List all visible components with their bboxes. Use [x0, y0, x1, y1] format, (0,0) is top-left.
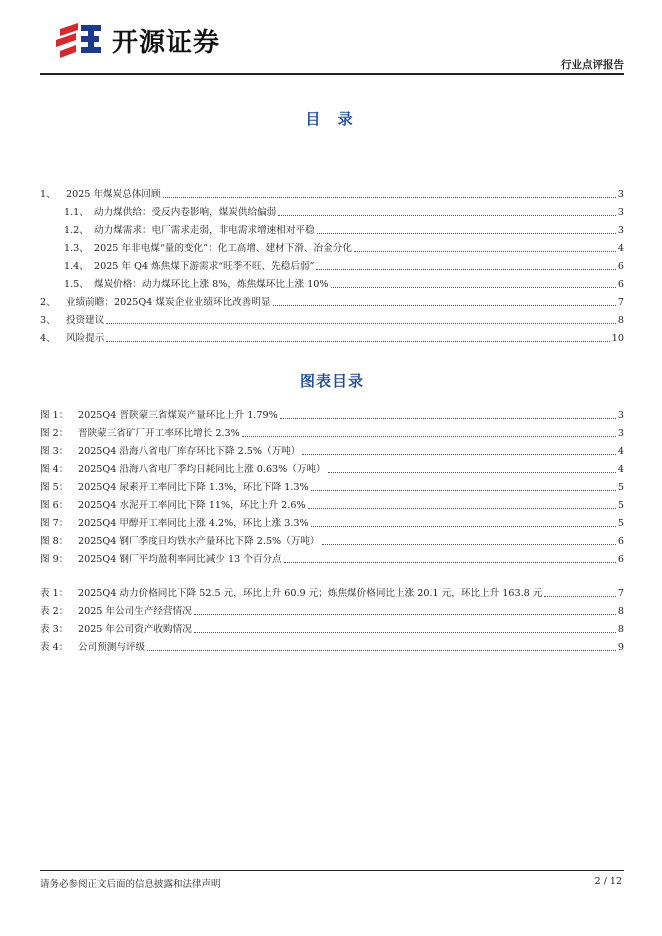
dot-leader — [273, 304, 616, 306]
entry-page: 5 — [617, 482, 624, 493]
entry-page: 5 — [617, 500, 624, 511]
entry-page: 6 — [617, 536, 624, 547]
entry-page: 3 — [617, 410, 624, 421]
entry-number: 图 7： — [40, 518, 69, 529]
table-of-contents — [40, 183, 624, 345]
toc-entry[interactable] — [40, 327, 624, 345]
entry-number: 图 4： — [40, 464, 69, 475]
entry-title: 2025Q4 动力价格同比下降 52.5 元，环比上升 60.9 元；炼焦煤价格同比上涨 20.1 元，环比上升 163.8 元 — [78, 588, 543, 599]
entry-number: 4、 — [40, 333, 56, 344]
entry-page: 6 — [617, 554, 624, 565]
header-divider — [40, 73, 624, 75]
toc-entry[interactable] — [40, 582, 624, 600]
footer-divider — [40, 870, 624, 871]
toc-entry[interactable] — [40, 530, 624, 548]
footer-disclaimer: 请务必参阅正文后面的信息披露和法律声明 — [40, 879, 221, 890]
entry-number: 1.2、 — [64, 225, 89, 236]
entry-page: 8 — [617, 315, 624, 326]
dot-leader — [284, 561, 616, 563]
entry-title: 2025Q4 甲醇开工率同比上涨 4.2%，环比上涨 3.3% — [78, 518, 309, 529]
entry-number: 表 4： — [40, 642, 69, 653]
figures-toc-title: 图表目录 — [299, 372, 364, 390]
brand-name: 开源证券 — [112, 27, 221, 58]
entry-title: 2025Q4 晋陕蒙三省煤炭产量环比上升 1.79% — [78, 410, 278, 421]
entry-page: 4 — [617, 446, 624, 457]
toc-entry[interactable] — [40, 476, 624, 494]
entry-number: 1.3、 — [64, 243, 89, 254]
entry-title: 动力煤供给：受反内卷影响，煤炭供给偏弱 — [94, 207, 277, 218]
entry-number: 图 2： — [40, 428, 69, 439]
page-header — [40, 0, 624, 76]
entry-page: 4 — [617, 243, 624, 254]
entry-number: 图 1： — [40, 410, 69, 421]
dot-leader — [278, 214, 616, 216]
entry-number: 1.4、 — [64, 261, 89, 272]
dot-leader — [302, 453, 616, 455]
toc-entry[interactable] — [40, 636, 624, 654]
entry-number: 1.5、 — [64, 279, 89, 290]
entry-page: 5 — [617, 518, 624, 529]
dot-leader — [106, 340, 609, 342]
dot-leader — [328, 471, 616, 473]
dot-leader — [280, 417, 616, 419]
toc-entry[interactable] — [40, 512, 624, 530]
toc-entry[interactable] — [40, 422, 624, 440]
entry-title: 煤炭价格：动力煤环比上涨 8%，炼焦煤环比上涨 10% — [94, 279, 329, 290]
entry-page: 3 — [617, 189, 624, 200]
dot-leader — [242, 435, 616, 437]
entry-number: 3、 — [40, 315, 56, 326]
entry-title: 2025 年公司生产经营情况 — [78, 606, 192, 617]
toc-title: 目 录 — [305, 110, 359, 128]
entry-title: 2025 年 Q4 炼焦煤下游需求“旺季不旺、先稳后弱” — [94, 261, 315, 272]
entry-page: 9 — [617, 642, 624, 653]
entry-number: 1.1、 — [64, 207, 89, 218]
entry-page: 7 — [617, 297, 624, 308]
entry-number: 1、 — [40, 189, 56, 200]
toc-entry[interactable] — [40, 404, 624, 422]
dot-leader — [322, 543, 616, 545]
entry-page: 8 — [617, 624, 624, 635]
entry-title: 晋陕蒙三省矿厂开工率环比增长 2.3% — [78, 428, 240, 439]
tables-list — [40, 582, 624, 654]
entry-page: 6 — [617, 261, 624, 272]
toc-entry[interactable] — [40, 219, 624, 237]
toc-entry[interactable] — [40, 458, 624, 476]
entry-title: 2025Q4 水泥开工率同比下降 11%，环比上升 2.6% — [78, 500, 306, 511]
dot-leader — [311, 525, 616, 527]
entry-title: 2025 年公司资产收购情况 — [78, 624, 192, 635]
entry-number: 表 3： — [40, 624, 69, 635]
dot-leader — [317, 232, 616, 234]
entry-title: 投资建议 — [66, 315, 105, 326]
dot-leader — [147, 649, 616, 651]
dot-leader — [194, 631, 616, 633]
toc-entry[interactable] — [40, 183, 624, 201]
toc-entry[interactable] — [40, 600, 624, 618]
dot-leader — [311, 489, 616, 491]
entry-page: 6 — [617, 279, 624, 290]
toc-entry[interactable] — [40, 291, 624, 309]
entry-title: 2025Q4 沿海八省电厂库存环比下降 2.5%（万吨） — [78, 446, 301, 457]
entry-page: 3 — [617, 207, 624, 218]
entry-page: 3 — [617, 428, 624, 439]
entry-title: 公司预测与评级 — [78, 642, 146, 653]
kaiyuan-logo-icon — [54, 21, 104, 59]
figures-list — [40, 404, 624, 566]
entry-number: 图 9： — [40, 554, 69, 565]
entry-title: 2025Q4 钢厂平均盈利率同比减少 13 个百分点 — [78, 554, 282, 565]
toc-entry[interactable] — [40, 548, 624, 566]
dot-leader — [106, 322, 616, 324]
toc-entry[interactable] — [40, 494, 624, 512]
page-number: 2 / 12 — [594, 876, 622, 887]
entry-page: 4 — [617, 464, 624, 475]
toc-entry[interactable] — [40, 255, 624, 273]
entry-page: 7 — [617, 588, 624, 599]
entry-title: 动力煤需求：电厂需求走弱，非电需求增速相对平稳 — [94, 225, 315, 236]
dot-leader — [331, 286, 616, 288]
toc-entry[interactable] — [40, 237, 624, 255]
report-type-label: 行业点评报告 — [561, 59, 624, 71]
entry-title: 2025 年非电煤“量的变化”：化工高增、建材下滑、冶金分化 — [94, 243, 352, 254]
entry-title: 2025Q4 沿海八省电厂季均日耗同比上涨 0.63%（万吨） — [78, 464, 326, 475]
entry-title: 2025 年煤炭总体回顾 — [66, 189, 161, 200]
entry-number: 图 3： — [40, 446, 69, 457]
entry-title: 业绩前瞻：2025Q4 煤炭企业业绩环比改善明显 — [66, 297, 271, 308]
entry-number: 图 5： — [40, 482, 69, 493]
entry-page: 3 — [617, 225, 624, 236]
dot-leader — [544, 595, 616, 597]
entry-number: 图 8： — [40, 536, 69, 547]
entry-page: 10 — [611, 333, 624, 344]
entry-number: 图 6： — [40, 500, 69, 511]
dot-leader — [308, 507, 616, 509]
dot-leader — [354, 250, 616, 252]
company-logo — [54, 20, 220, 60]
toc-entry[interactable] — [40, 309, 624, 327]
entry-number: 表 1： — [40, 588, 69, 599]
entry-title: 风险提示 — [66, 333, 105, 344]
entry-title: 2025Q4 钢厂季度日均铁水产量环比下降 2.5%（万吨） — [78, 536, 320, 547]
toc-entry[interactable] — [40, 440, 624, 458]
entry-number: 表 2： — [40, 606, 69, 617]
entry-title: 2025Q4 尿素开工率同比下降 1.3%，环比下降 1.3% — [78, 482, 309, 493]
entry-page: 8 — [617, 606, 624, 617]
dot-leader — [163, 196, 616, 198]
dot-leader — [316, 268, 615, 270]
toc-entry[interactable] — [40, 618, 624, 636]
entry-number: 2、 — [40, 297, 56, 308]
dot-leader — [194, 613, 616, 615]
toc-entry[interactable] — [40, 273, 624, 291]
toc-entry[interactable] — [40, 201, 624, 219]
